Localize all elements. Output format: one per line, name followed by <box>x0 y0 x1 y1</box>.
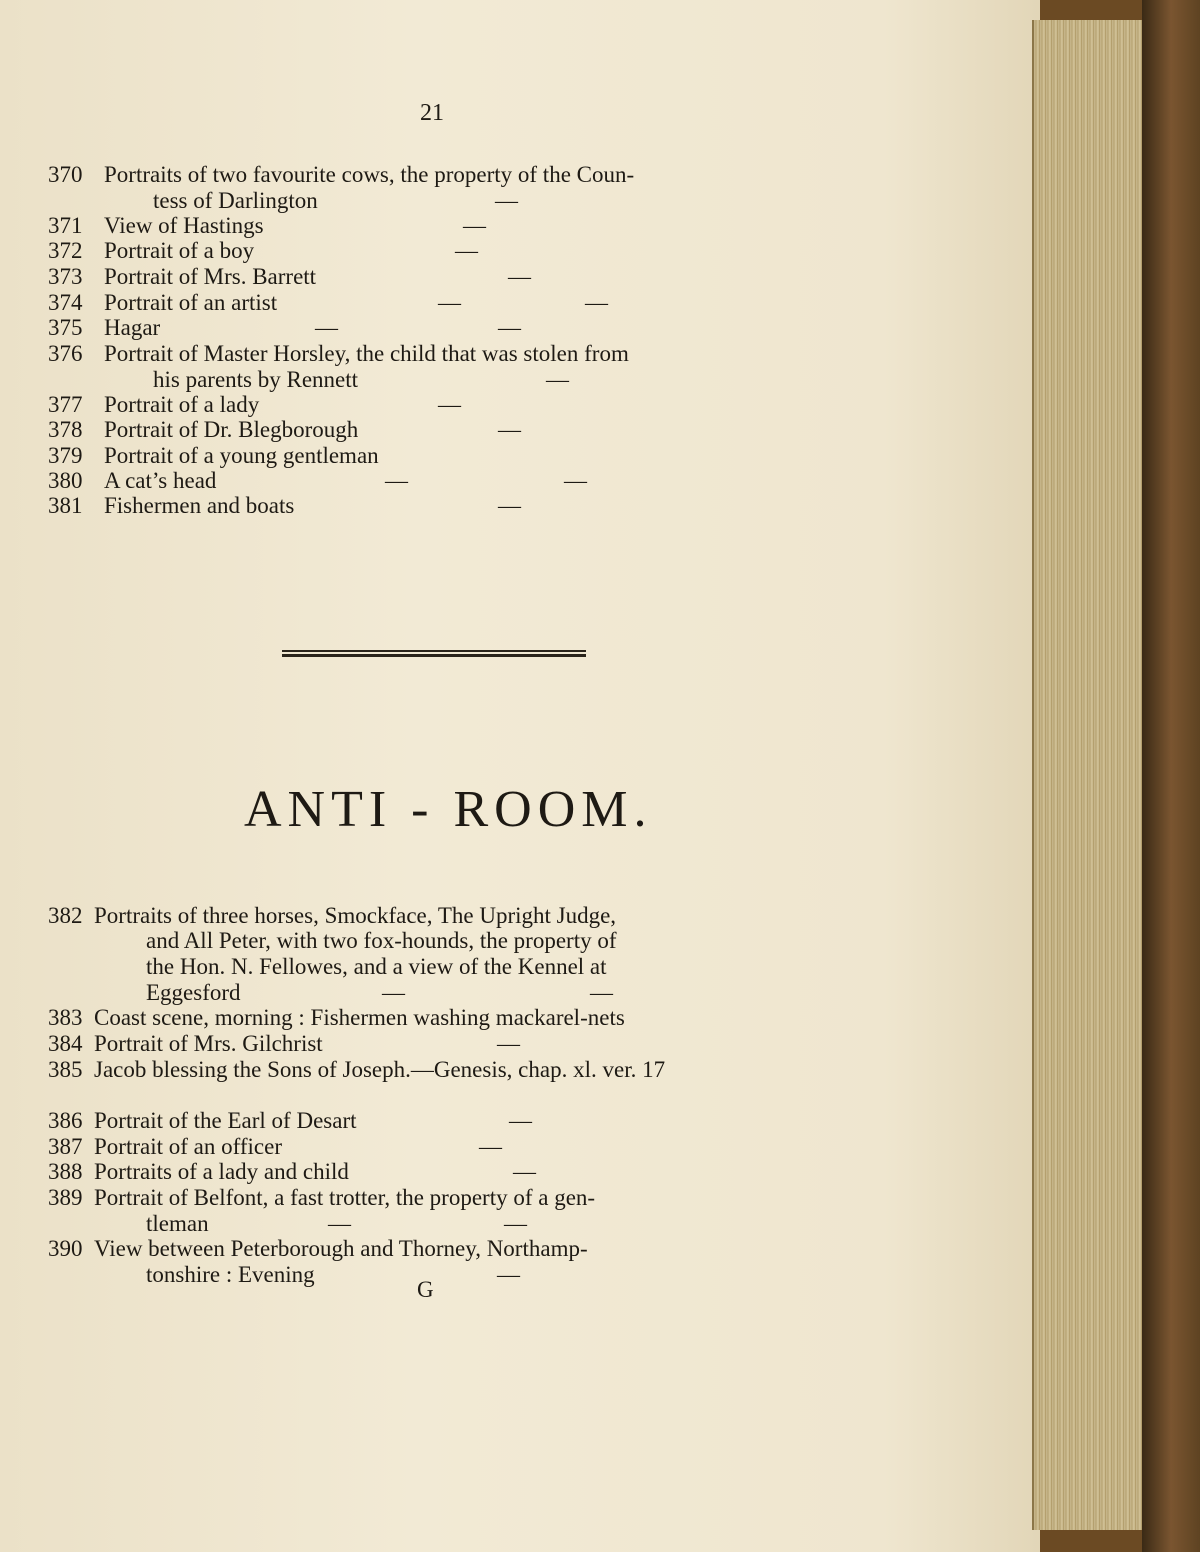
entry-title: Portrait of a lady <box>104 392 260 417</box>
entry-number: 379 <box>48 443 83 468</box>
page-number: 21 <box>420 100 444 126</box>
section-title: ANTI - ROOM. <box>244 781 653 838</box>
entry-title: Portraits of two favourite cows, the property of the Coun- <box>104 162 635 187</box>
entry-title: Fishermen and boats <box>104 493 295 518</box>
entry-number: 384 <box>48 1031 83 1056</box>
entry-number: 376 <box>48 341 83 366</box>
leader-dash: — <box>590 980 613 1005</box>
entry-title: Portrait of a young gentleman <box>104 443 379 468</box>
leader-dash: — <box>498 315 521 340</box>
entry-number: 378 <box>48 417 83 442</box>
entry-number: 386 <box>48 1108 83 1133</box>
entry-title: Portrait of Master Horsley, the child that was stolen from <box>104 341 629 366</box>
entry-number: 372 <box>48 238 83 263</box>
leader-dash: — <box>498 417 521 442</box>
entry-title: tonshire : Evening <box>146 1262 315 1287</box>
leader-dash: — <box>498 493 521 518</box>
entry-number: 377 <box>48 392 83 417</box>
leader-dash: — <box>508 264 531 289</box>
entry-title: Portraits of a lady and child <box>94 1159 349 1184</box>
entry-number: 375 <box>48 315 83 340</box>
entry-title: View between Peterborough and Thorney, Northamp- <box>94 1236 588 1261</box>
leader-dash: — <box>385 468 408 493</box>
entry-number: 385 <box>48 1057 83 1082</box>
entry-title: Eggesford <box>146 980 241 1005</box>
entry-title: his parents by Rennett <box>153 367 359 392</box>
entry-title: Portrait of Dr. Blegborough <box>104 417 359 442</box>
entry-title: Portraits of three horses, Smockface, The Upright Judge, <box>94 903 617 928</box>
page-edges <box>1032 20 1144 1530</box>
leader-dash: — <box>315 315 338 340</box>
entry-title: Portrait of Mrs. Barrett <box>104 264 317 289</box>
entry-title: tess of Darlington <box>153 188 318 213</box>
leader-dash: — <box>564 468 587 493</box>
section-divider-rule <box>282 650 586 657</box>
leader-dash: — <box>509 1108 532 1133</box>
leader-dash: — <box>497 1262 520 1287</box>
entry-title: Portrait of an officer <box>94 1134 282 1159</box>
leader-dash: — <box>585 290 608 315</box>
entry-number: 373 <box>48 264 83 289</box>
entry-number: 370 <box>48 162 83 187</box>
leader-dash: — <box>438 392 461 417</box>
leader-dash: — <box>463 213 486 238</box>
entry-title: View of Hastings <box>104 213 264 238</box>
entry-number: 374 <box>48 290 83 315</box>
leader-dash: — <box>479 1134 502 1159</box>
entry-number: 381 <box>48 493 83 518</box>
entry-title: Coast scene, morning : Fishermen washing mackarel-nets <box>94 1005 625 1030</box>
entry-title: and All Peter, with two fox-hounds, the property of <box>146 928 617 953</box>
leader-dash: — <box>455 238 478 263</box>
entry-title: Portrait of an artist <box>104 290 278 315</box>
leader-dash: — <box>495 188 518 213</box>
entry-title: Portrait of a boy <box>104 238 255 263</box>
entry-number: 382 <box>48 903 83 928</box>
leader-dash: — <box>497 1031 520 1056</box>
leader-dash: — <box>504 1211 527 1236</box>
entry-title: the Hon. N. Fellowes, and a view of the Kennel at <box>146 954 607 979</box>
leader-dash: — <box>546 367 569 392</box>
entry-number: 383 <box>48 1005 83 1030</box>
entry-number: 371 <box>48 213 83 238</box>
leader-dash: — <box>513 1159 536 1184</box>
leader-dash: — <box>438 290 461 315</box>
entry-number: 380 <box>48 468 83 493</box>
signature-mark: G <box>417 1277 434 1302</box>
leader-dash: — <box>328 1211 351 1236</box>
entry-title: Jacob blessing the Sons of Joseph.—Genesis, chap. xl. ver. 17 <box>94 1057 666 1082</box>
entry-title: Portrait of Mrs. Gilchrist <box>94 1031 323 1056</box>
leader-dash: — <box>382 980 405 1005</box>
entry-title: Portrait of Belfont, a fast trotter, the property of a gen- <box>94 1185 596 1210</box>
entry-number: 388 <box>48 1159 83 1184</box>
entry-title: Hagar <box>104 315 161 340</box>
entry-number: 390 <box>48 1236 83 1261</box>
entry-number: 389 <box>48 1185 83 1210</box>
entry-title: A cat’s head <box>104 468 217 493</box>
entry-title: Portrait of the Earl of Desart <box>94 1108 357 1133</box>
book-cover-edge <box>1142 0 1200 1552</box>
entry-title: tleman <box>146 1211 209 1236</box>
entry-number: 387 <box>48 1134 83 1159</box>
